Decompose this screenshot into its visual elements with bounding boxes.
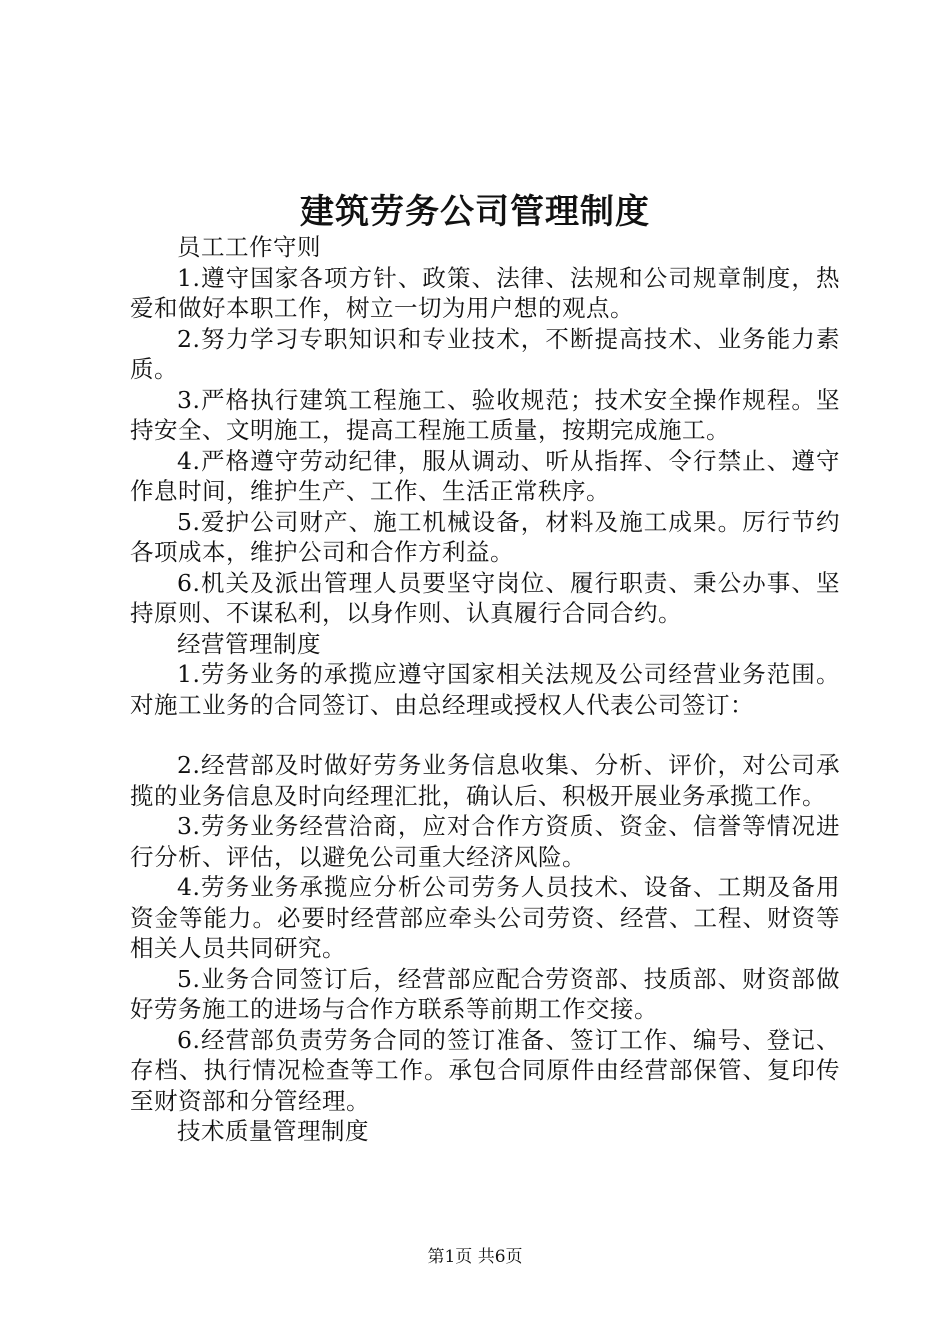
paragraph: 5.业务合同签订后，经营部应配合劳资部、技质部、财资部做好劳务施工的进场与合作方联系等前期工作交接。 xyxy=(130,964,840,1023)
paragraph: 4.严格遵守劳动纪律，服从调动、听从指挥、令行禁止、遵守作息时间，维护生产、工作、生活正常秩序。 xyxy=(130,446,840,505)
paragraph: 1.遵守国家各项方针、政策、法律、法规和公司规章制度，热爱和做好本职工作，树立一切为用户想的观点。 xyxy=(130,263,840,322)
section-heading-technical-quality: 技术质量管理制度 xyxy=(177,1117,369,1145)
section-heading-employee-rules: 员工工作守则 xyxy=(177,233,321,261)
document-body xyxy=(130,232,840,1147)
blank-line xyxy=(130,720,840,750)
paragraph: 2.努力学习专职知识和专业技术，不断提高技术、业务能力素质。 xyxy=(130,324,840,383)
paragraph: 1.劳务业务的承揽应遵守国家相关法规及公司经营业务范围。对施工业务的合同签订、由总经理或授权人代表公司签订： xyxy=(130,660,840,719)
paragraph: 3.劳务业务经营洽商，应对合作方资质、资金、信誉等情况进行分析、评估，以避免公司重大经济风险。 xyxy=(130,812,840,871)
paragraph: 6.经营部负责劳务合同的签订准备、签订工作、编号、登记、存档、执行情况检查等工作。承包合同原件由经营部保管、复印传至财资部和分管经理。 xyxy=(130,1025,840,1115)
paragraph: 4.劳务业务承揽应分析公司劳务人员技术、设备、工期及备用资金等能力。必要时经营部应牵头公司劳资、经营、工程、财资等相关人员共同研究。 xyxy=(130,873,840,962)
paragraph: 5.爱护公司财产、施工机械设备，材料及施工成果。厉行节约各项成本，维护公司和合作方利益。 xyxy=(130,507,840,566)
paragraph: 6.机关及派出管理人员要坚守岗位、履行职责、秉公办事、坚持原则、不谋私利，以身作则、认真履行合同合约。 xyxy=(130,568,840,627)
document-title: 建筑劳务公司管理制度 xyxy=(300,192,650,232)
page-number-footer: 第1页 共6页 xyxy=(427,1247,523,1267)
section-heading-business-management: 经营管理制度 xyxy=(177,629,321,658)
paragraph: 2.经营部及时做好劳务业务信息收集、分析、评价，对公司承揽的业务信息及时向经理汇批，确认后、积极开展业务承揽工作。 xyxy=(130,751,840,810)
paragraph: 3.严格执行建筑工程施工、验收规范；技术安全操作规程。坚持安全、文明施工，提高工程施工质量，按期完成施工。 xyxy=(130,385,840,444)
